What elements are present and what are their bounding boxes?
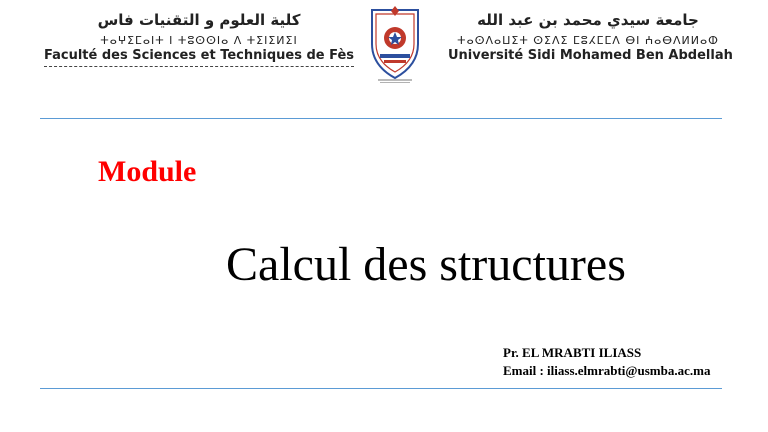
course-title: Calcul des structures	[226, 238, 626, 291]
faculty-name-tifinagh: ⵜⴰⵖⵉⵎⴰⵏⵜ ⵏ ⵜⵓⵙⵙⵏⴰ ⴷ ⵜⵉⵏⵉⵍⵉⵏ	[100, 34, 298, 47]
bottom-divider	[40, 388, 722, 389]
author-block	[503, 344, 710, 380]
university-name-latin: Université Sidi Mohamed Ben Abdellah	[448, 48, 733, 63]
faculty-name-latin: Faculté des Sciences et Techniques de Fès	[44, 48, 355, 63]
author-email: Email : iliass.elmrabti@usmba.ac.ma	[503, 363, 711, 378]
university-emblem-icon	[366, 4, 424, 84]
faculty-underline	[44, 66, 354, 69]
faculty-header	[44, 10, 354, 69]
author-name: Pr. EL MRABTI ILIASS	[503, 345, 642, 360]
university-header	[448, 10, 733, 64]
university-name-arabic: جامعة سيدي محمد بن عبد الله	[477, 11, 699, 29]
faculty-name-arabic: كلية العلوم و التقنيات فاس	[97, 11, 301, 29]
top-divider	[40, 118, 722, 119]
module-label: Module	[98, 155, 197, 188]
university-name-tifinagh: ⵜⴰⵙⴷⴰⵡⵉⵜ ⵙⵉⴷⵉ ⵎⵓⵃⵎⵎⴷ ⴱⵏ ⵄⴰⴱⴷⵍⵍⴰⵀ	[457, 34, 719, 47]
